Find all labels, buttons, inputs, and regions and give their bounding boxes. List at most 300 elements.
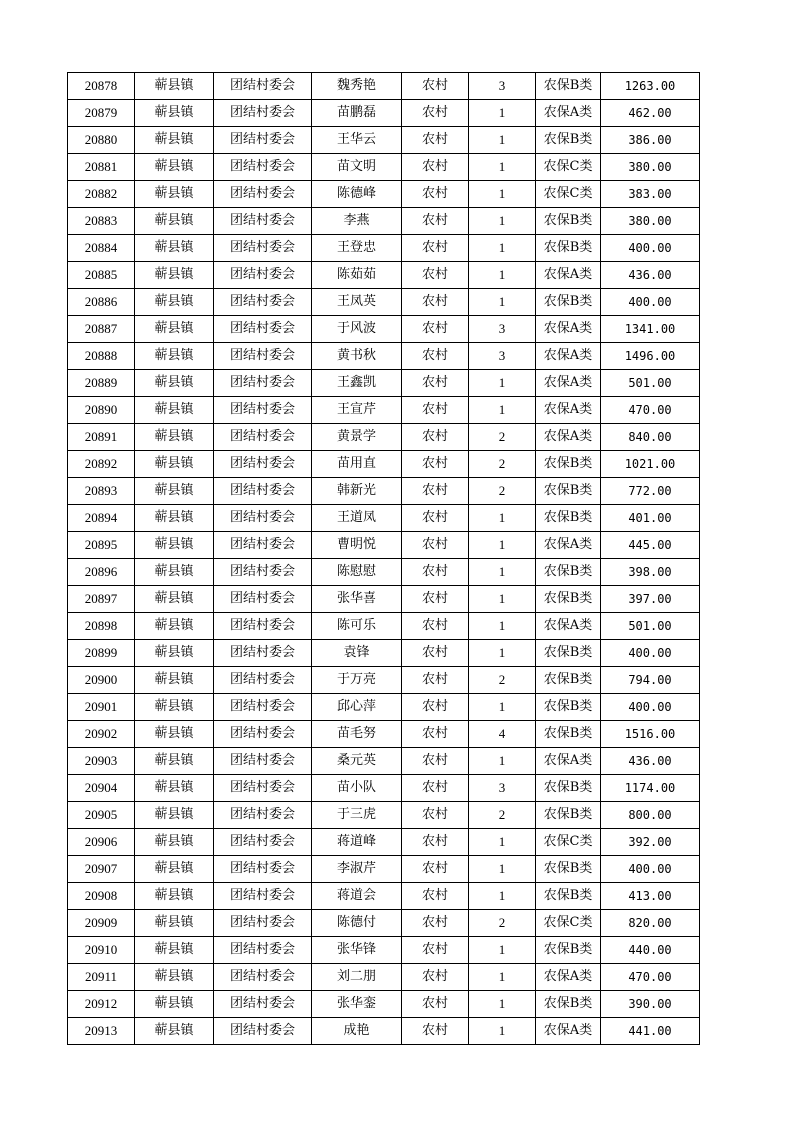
area-type-cell: 农村 bbox=[402, 559, 469, 586]
amount-cell: 390.00 bbox=[601, 991, 700, 1018]
person-name-cell: 黄书秋 bbox=[312, 343, 402, 370]
amount-cell: 380.00 bbox=[601, 154, 700, 181]
person-name-cell: 刘二朋 bbox=[312, 964, 402, 991]
insurance-category-cell: 农保B类 bbox=[536, 289, 601, 316]
household-count-cell: 1 bbox=[469, 100, 536, 127]
amount-cell: 1263.00 bbox=[601, 73, 700, 100]
record-id-cell: 20904 bbox=[68, 775, 135, 802]
insurance-category-cell: 农保A类 bbox=[536, 397, 601, 424]
person-name-cell: 成艳 bbox=[312, 1018, 402, 1045]
table-row bbox=[68, 100, 700, 127]
amount-cell: 436.00 bbox=[601, 748, 700, 775]
committee-cell: 团结村委会 bbox=[214, 613, 312, 640]
table-row bbox=[68, 424, 700, 451]
town-cell: 蕲县镇 bbox=[135, 100, 214, 127]
town-cell: 蕲县镇 bbox=[135, 802, 214, 829]
town-cell: 蕲县镇 bbox=[135, 505, 214, 532]
insurance-category-cell: 农保B类 bbox=[536, 127, 601, 154]
committee-cell: 团结村委会 bbox=[214, 100, 312, 127]
person-name-cell: 于万亮 bbox=[312, 667, 402, 694]
area-type-cell: 农村 bbox=[402, 127, 469, 154]
record-id-cell: 20884 bbox=[68, 235, 135, 262]
record-id-cell: 20894 bbox=[68, 505, 135, 532]
amount-cell: 445.00 bbox=[601, 532, 700, 559]
household-count-cell: 1 bbox=[469, 991, 536, 1018]
record-id-cell: 20902 bbox=[68, 721, 135, 748]
area-type-cell: 农村 bbox=[402, 883, 469, 910]
record-id-cell: 20883 bbox=[68, 208, 135, 235]
area-type-cell: 农村 bbox=[402, 721, 469, 748]
amount-cell: 400.00 bbox=[601, 856, 700, 883]
table-row bbox=[68, 775, 700, 802]
person-name-cell: 苗用直 bbox=[312, 451, 402, 478]
table-row bbox=[68, 694, 700, 721]
table-row bbox=[68, 289, 700, 316]
table-row bbox=[68, 721, 700, 748]
table-row bbox=[68, 559, 700, 586]
record-id-cell: 20900 bbox=[68, 667, 135, 694]
record-id-cell: 20892 bbox=[68, 451, 135, 478]
insurance-category-cell: 农保B类 bbox=[536, 883, 601, 910]
amount-cell: 400.00 bbox=[601, 289, 700, 316]
household-count-cell: 1 bbox=[469, 262, 536, 289]
amount-cell: 413.00 bbox=[601, 883, 700, 910]
table-row bbox=[68, 478, 700, 505]
area-type-cell: 农村 bbox=[402, 910, 469, 937]
committee-cell: 团结村委会 bbox=[214, 289, 312, 316]
record-id-cell: 20907 bbox=[68, 856, 135, 883]
insurance-category-cell: 农保C类 bbox=[536, 154, 601, 181]
town-cell: 蕲县镇 bbox=[135, 775, 214, 802]
amount-cell: 1341.00 bbox=[601, 316, 700, 343]
insurance-category-cell: 农保C类 bbox=[536, 829, 601, 856]
table-row bbox=[68, 964, 700, 991]
household-count-cell: 2 bbox=[469, 667, 536, 694]
person-name-cell: 王宣芹 bbox=[312, 397, 402, 424]
area-type-cell: 农村 bbox=[402, 1018, 469, 1045]
household-count-cell: 1 bbox=[469, 964, 536, 991]
town-cell: 蕲县镇 bbox=[135, 235, 214, 262]
person-name-cell: 于风波 bbox=[312, 316, 402, 343]
town-cell: 蕲县镇 bbox=[135, 694, 214, 721]
insurance-category-cell: 农保B类 bbox=[536, 937, 601, 964]
amount-cell: 436.00 bbox=[601, 262, 700, 289]
area-type-cell: 农村 bbox=[402, 667, 469, 694]
table-row bbox=[68, 235, 700, 262]
person-name-cell: 陈德付 bbox=[312, 910, 402, 937]
amount-cell: 386.00 bbox=[601, 127, 700, 154]
person-name-cell: 曹明悦 bbox=[312, 532, 402, 559]
amount-cell: 401.00 bbox=[601, 505, 700, 532]
amount-cell: 470.00 bbox=[601, 964, 700, 991]
household-count-cell: 1 bbox=[469, 694, 536, 721]
table-row bbox=[68, 451, 700, 478]
committee-cell: 团结村委会 bbox=[214, 883, 312, 910]
committee-cell: 团结村委会 bbox=[214, 667, 312, 694]
committee-cell: 团结村委会 bbox=[214, 775, 312, 802]
table-row bbox=[68, 154, 700, 181]
amount-cell: 794.00 bbox=[601, 667, 700, 694]
table-row bbox=[68, 667, 700, 694]
committee-cell: 团结村委会 bbox=[214, 478, 312, 505]
area-type-cell: 农村 bbox=[402, 316, 469, 343]
household-count-cell: 1 bbox=[469, 937, 536, 964]
insurance-category-cell: 农保A类 bbox=[536, 262, 601, 289]
person-name-cell: 张华喜 bbox=[312, 586, 402, 613]
committee-cell: 团结村委会 bbox=[214, 937, 312, 964]
town-cell: 蕲县镇 bbox=[135, 559, 214, 586]
record-id-cell: 20912 bbox=[68, 991, 135, 1018]
amount-cell: 1174.00 bbox=[601, 775, 700, 802]
insurance-category-cell: 农保A类 bbox=[536, 100, 601, 127]
town-cell: 蕲县镇 bbox=[135, 613, 214, 640]
household-count-cell: 1 bbox=[469, 235, 536, 262]
committee-cell: 团结村委会 bbox=[214, 586, 312, 613]
record-id-cell: 20896 bbox=[68, 559, 135, 586]
town-cell: 蕲县镇 bbox=[135, 856, 214, 883]
area-type-cell: 农村 bbox=[402, 829, 469, 856]
area-type-cell: 农村 bbox=[402, 208, 469, 235]
table-row bbox=[68, 829, 700, 856]
amount-cell: 1496.00 bbox=[601, 343, 700, 370]
record-id-cell: 20891 bbox=[68, 424, 135, 451]
household-count-cell: 1 bbox=[469, 640, 536, 667]
record-id-cell: 20903 bbox=[68, 748, 135, 775]
area-type-cell: 农村 bbox=[402, 478, 469, 505]
area-type-cell: 农村 bbox=[402, 370, 469, 397]
record-id-cell: 20889 bbox=[68, 370, 135, 397]
amount-cell: 501.00 bbox=[601, 370, 700, 397]
insurance-category-cell: 农保B类 bbox=[536, 73, 601, 100]
household-count-cell: 1 bbox=[469, 181, 536, 208]
town-cell: 蕲县镇 bbox=[135, 397, 214, 424]
committee-cell: 团结村委会 bbox=[214, 991, 312, 1018]
insurance-category-cell: 农保B类 bbox=[536, 478, 601, 505]
person-name-cell: 陈茹茹 bbox=[312, 262, 402, 289]
household-count-cell: 2 bbox=[469, 802, 536, 829]
record-id-cell: 20901 bbox=[68, 694, 135, 721]
committee-cell: 团结村委会 bbox=[214, 910, 312, 937]
insurance-category-cell: 农保A类 bbox=[536, 1018, 601, 1045]
insurance-category-cell: 农保A类 bbox=[536, 613, 601, 640]
insurance-category-cell: 农保B类 bbox=[536, 235, 601, 262]
person-name-cell: 苗鹏磊 bbox=[312, 100, 402, 127]
committee-cell: 团结村委会 bbox=[214, 802, 312, 829]
person-name-cell: 陈可乐 bbox=[312, 613, 402, 640]
committee-cell: 团结村委会 bbox=[214, 856, 312, 883]
table-row bbox=[68, 613, 700, 640]
area-type-cell: 农村 bbox=[402, 235, 469, 262]
town-cell: 蕲县镇 bbox=[135, 289, 214, 316]
town-cell: 蕲县镇 bbox=[135, 478, 214, 505]
committee-cell: 团结村委会 bbox=[214, 343, 312, 370]
town-cell: 蕲县镇 bbox=[135, 424, 214, 451]
person-name-cell: 张华锋 bbox=[312, 937, 402, 964]
person-name-cell: 李淑芹 bbox=[312, 856, 402, 883]
town-cell: 蕲县镇 bbox=[135, 370, 214, 397]
table-row bbox=[68, 748, 700, 775]
table-row bbox=[68, 73, 700, 100]
table-row bbox=[68, 316, 700, 343]
town-cell: 蕲县镇 bbox=[135, 721, 214, 748]
records-table bbox=[67, 72, 700, 1045]
household-count-cell: 1 bbox=[469, 208, 536, 235]
committee-cell: 团结村委会 bbox=[214, 532, 312, 559]
person-name-cell: 蒋道峰 bbox=[312, 829, 402, 856]
person-name-cell: 陈慰慰 bbox=[312, 559, 402, 586]
record-id-cell: 20887 bbox=[68, 316, 135, 343]
town-cell: 蕲县镇 bbox=[135, 964, 214, 991]
insurance-category-cell: 农保A类 bbox=[536, 964, 601, 991]
record-id-cell: 20882 bbox=[68, 181, 135, 208]
committee-cell: 团结村委会 bbox=[214, 505, 312, 532]
insurance-category-cell: 农保B类 bbox=[536, 208, 601, 235]
area-type-cell: 农村 bbox=[402, 775, 469, 802]
table-row bbox=[68, 586, 700, 613]
amount-cell: 400.00 bbox=[601, 694, 700, 721]
insurance-category-cell: 农保B类 bbox=[536, 802, 601, 829]
amount-cell: 383.00 bbox=[601, 181, 700, 208]
insurance-category-cell: 农保A类 bbox=[536, 424, 601, 451]
insurance-category-cell: 农保B类 bbox=[536, 640, 601, 667]
area-type-cell: 农村 bbox=[402, 937, 469, 964]
amount-cell: 392.00 bbox=[601, 829, 700, 856]
record-id-cell: 20895 bbox=[68, 532, 135, 559]
insurance-category-cell: 农保A类 bbox=[536, 370, 601, 397]
committee-cell: 团结村委会 bbox=[214, 316, 312, 343]
record-id-cell: 20890 bbox=[68, 397, 135, 424]
household-count-cell: 3 bbox=[469, 775, 536, 802]
area-type-cell: 农村 bbox=[402, 73, 469, 100]
household-count-cell: 4 bbox=[469, 721, 536, 748]
table-row bbox=[68, 208, 700, 235]
amount-cell: 400.00 bbox=[601, 235, 700, 262]
person-name-cell: 邱心萍 bbox=[312, 694, 402, 721]
table-row bbox=[68, 937, 700, 964]
record-id-cell: 20880 bbox=[68, 127, 135, 154]
amount-cell: 440.00 bbox=[601, 937, 700, 964]
person-name-cell: 苗小队 bbox=[312, 775, 402, 802]
person-name-cell: 李燕 bbox=[312, 208, 402, 235]
record-id-cell: 20878 bbox=[68, 73, 135, 100]
person-name-cell: 王华云 bbox=[312, 127, 402, 154]
committee-cell: 团结村委会 bbox=[214, 748, 312, 775]
household-count-cell: 1 bbox=[469, 505, 536, 532]
committee-cell: 团结村委会 bbox=[214, 262, 312, 289]
committee-cell: 团结村委会 bbox=[214, 1018, 312, 1045]
committee-cell: 团结村委会 bbox=[214, 694, 312, 721]
town-cell: 蕲县镇 bbox=[135, 73, 214, 100]
area-type-cell: 农村 bbox=[402, 613, 469, 640]
person-name-cell: 袁锋 bbox=[312, 640, 402, 667]
amount-cell: 820.00 bbox=[601, 910, 700, 937]
amount-cell: 398.00 bbox=[601, 559, 700, 586]
table-row bbox=[68, 505, 700, 532]
insurance-category-cell: 农保B类 bbox=[536, 667, 601, 694]
record-id-cell: 20881 bbox=[68, 154, 135, 181]
table-row bbox=[68, 910, 700, 937]
insurance-category-cell: 农保C类 bbox=[536, 910, 601, 937]
committee-cell: 团结村委会 bbox=[214, 235, 312, 262]
table-row bbox=[68, 991, 700, 1018]
area-type-cell: 农村 bbox=[402, 964, 469, 991]
person-name-cell: 张华銮 bbox=[312, 991, 402, 1018]
area-type-cell: 农村 bbox=[402, 802, 469, 829]
insurance-category-cell: 农保B类 bbox=[536, 505, 601, 532]
committee-cell: 团结村委会 bbox=[214, 424, 312, 451]
area-type-cell: 农村 bbox=[402, 154, 469, 181]
household-count-cell: 2 bbox=[469, 478, 536, 505]
town-cell: 蕲县镇 bbox=[135, 316, 214, 343]
household-count-cell: 1 bbox=[469, 586, 536, 613]
household-count-cell: 1 bbox=[469, 289, 536, 316]
insurance-category-cell: 农保B类 bbox=[536, 775, 601, 802]
town-cell: 蕲县镇 bbox=[135, 451, 214, 478]
record-id-cell: 20888 bbox=[68, 343, 135, 370]
record-id-cell: 20885 bbox=[68, 262, 135, 289]
table-row bbox=[68, 802, 700, 829]
committee-cell: 团结村委会 bbox=[214, 559, 312, 586]
insurance-category-cell: 农保A类 bbox=[536, 316, 601, 343]
household-count-cell: 1 bbox=[469, 613, 536, 640]
table-row bbox=[68, 532, 700, 559]
person-name-cell: 魏秀艳 bbox=[312, 73, 402, 100]
person-name-cell: 蒋道会 bbox=[312, 883, 402, 910]
household-count-cell: 1 bbox=[469, 1018, 536, 1045]
person-name-cell: 韩新光 bbox=[312, 478, 402, 505]
household-count-cell: 2 bbox=[469, 910, 536, 937]
town-cell: 蕲县镇 bbox=[135, 667, 214, 694]
person-name-cell: 王鑫凯 bbox=[312, 370, 402, 397]
committee-cell: 团结村委会 bbox=[214, 397, 312, 424]
household-count-cell: 2 bbox=[469, 424, 536, 451]
record-id-cell: 20879 bbox=[68, 100, 135, 127]
committee-cell: 团结村委会 bbox=[214, 127, 312, 154]
record-id-cell: 20905 bbox=[68, 802, 135, 829]
table-row bbox=[68, 397, 700, 424]
town-cell: 蕲县镇 bbox=[135, 127, 214, 154]
person-name-cell: 黄景学 bbox=[312, 424, 402, 451]
household-count-cell: 3 bbox=[469, 73, 536, 100]
records-table-body bbox=[68, 73, 700, 1045]
amount-cell: 1516.00 bbox=[601, 721, 700, 748]
town-cell: 蕲县镇 bbox=[135, 1018, 214, 1045]
record-id-cell: 20893 bbox=[68, 478, 135, 505]
record-id-cell: 20913 bbox=[68, 1018, 135, 1045]
area-type-cell: 农村 bbox=[402, 748, 469, 775]
area-type-cell: 农村 bbox=[402, 424, 469, 451]
person-name-cell: 桑元英 bbox=[312, 748, 402, 775]
insurance-category-cell: 农保B类 bbox=[536, 721, 601, 748]
person-name-cell: 王凤英 bbox=[312, 289, 402, 316]
person-name-cell: 苗毛努 bbox=[312, 721, 402, 748]
area-type-cell: 农村 bbox=[402, 694, 469, 721]
area-type-cell: 农村 bbox=[402, 532, 469, 559]
household-count-cell: 3 bbox=[469, 316, 536, 343]
household-count-cell: 1 bbox=[469, 397, 536, 424]
household-count-cell: 1 bbox=[469, 127, 536, 154]
insurance-category-cell: 农保B类 bbox=[536, 451, 601, 478]
town-cell: 蕲县镇 bbox=[135, 991, 214, 1018]
committee-cell: 团结村委会 bbox=[214, 829, 312, 856]
town-cell: 蕲县镇 bbox=[135, 910, 214, 937]
area-type-cell: 农村 bbox=[402, 397, 469, 424]
committee-cell: 团结村委会 bbox=[214, 181, 312, 208]
insurance-category-cell: 农保B类 bbox=[536, 991, 601, 1018]
area-type-cell: 农村 bbox=[402, 451, 469, 478]
committee-cell: 团结村委会 bbox=[214, 721, 312, 748]
insurance-category-cell: 农保A类 bbox=[536, 343, 601, 370]
table-row bbox=[68, 640, 700, 667]
household-count-cell: 1 bbox=[469, 829, 536, 856]
area-type-cell: 农村 bbox=[402, 856, 469, 883]
insurance-category-cell: 农保B类 bbox=[536, 694, 601, 721]
record-id-cell: 20897 bbox=[68, 586, 135, 613]
amount-cell: 380.00 bbox=[601, 208, 700, 235]
town-cell: 蕲县镇 bbox=[135, 748, 214, 775]
household-count-cell: 1 bbox=[469, 748, 536, 775]
town-cell: 蕲县镇 bbox=[135, 154, 214, 181]
committee-cell: 团结村委会 bbox=[214, 964, 312, 991]
household-count-cell: 1 bbox=[469, 370, 536, 397]
area-type-cell: 农村 bbox=[402, 640, 469, 667]
record-id-cell: 20911 bbox=[68, 964, 135, 991]
table-row bbox=[68, 370, 700, 397]
town-cell: 蕲县镇 bbox=[135, 208, 214, 235]
table-row bbox=[68, 883, 700, 910]
person-name-cell: 于三虎 bbox=[312, 802, 402, 829]
amount-cell: 400.00 bbox=[601, 640, 700, 667]
household-count-cell: 1 bbox=[469, 559, 536, 586]
table-row bbox=[68, 1018, 700, 1045]
record-id-cell: 20898 bbox=[68, 613, 135, 640]
amount-cell: 501.00 bbox=[601, 613, 700, 640]
amount-cell: 462.00 bbox=[601, 100, 700, 127]
household-count-cell: 2 bbox=[469, 451, 536, 478]
committee-cell: 团结村委会 bbox=[214, 370, 312, 397]
area-type-cell: 农村 bbox=[402, 343, 469, 370]
town-cell: 蕲县镇 bbox=[135, 883, 214, 910]
record-id-cell: 20906 bbox=[68, 829, 135, 856]
person-name-cell: 苗文明 bbox=[312, 154, 402, 181]
area-type-cell: 农村 bbox=[402, 262, 469, 289]
town-cell: 蕲县镇 bbox=[135, 937, 214, 964]
committee-cell: 团结村委会 bbox=[214, 154, 312, 181]
record-id-cell: 20886 bbox=[68, 289, 135, 316]
town-cell: 蕲县镇 bbox=[135, 640, 214, 667]
area-type-cell: 农村 bbox=[402, 181, 469, 208]
table-row bbox=[68, 856, 700, 883]
insurance-category-cell: 农保B类 bbox=[536, 559, 601, 586]
household-count-cell: 1 bbox=[469, 883, 536, 910]
record-id-cell: 20909 bbox=[68, 910, 135, 937]
table-row bbox=[68, 262, 700, 289]
record-id-cell: 20899 bbox=[68, 640, 135, 667]
area-type-cell: 农村 bbox=[402, 991, 469, 1018]
committee-cell: 团结村委会 bbox=[214, 208, 312, 235]
insurance-category-cell: 农保B类 bbox=[536, 586, 601, 613]
town-cell: 蕲县镇 bbox=[135, 181, 214, 208]
committee-cell: 团结村委会 bbox=[214, 451, 312, 478]
household-count-cell: 1 bbox=[469, 154, 536, 181]
record-id-cell: 20908 bbox=[68, 883, 135, 910]
insurance-category-cell: 农保B类 bbox=[536, 856, 601, 883]
town-cell: 蕲县镇 bbox=[135, 343, 214, 370]
amount-cell: 800.00 bbox=[601, 802, 700, 829]
committee-cell: 团结村委会 bbox=[214, 73, 312, 100]
insurance-category-cell: 农保A类 bbox=[536, 748, 601, 775]
household-count-cell: 3 bbox=[469, 343, 536, 370]
